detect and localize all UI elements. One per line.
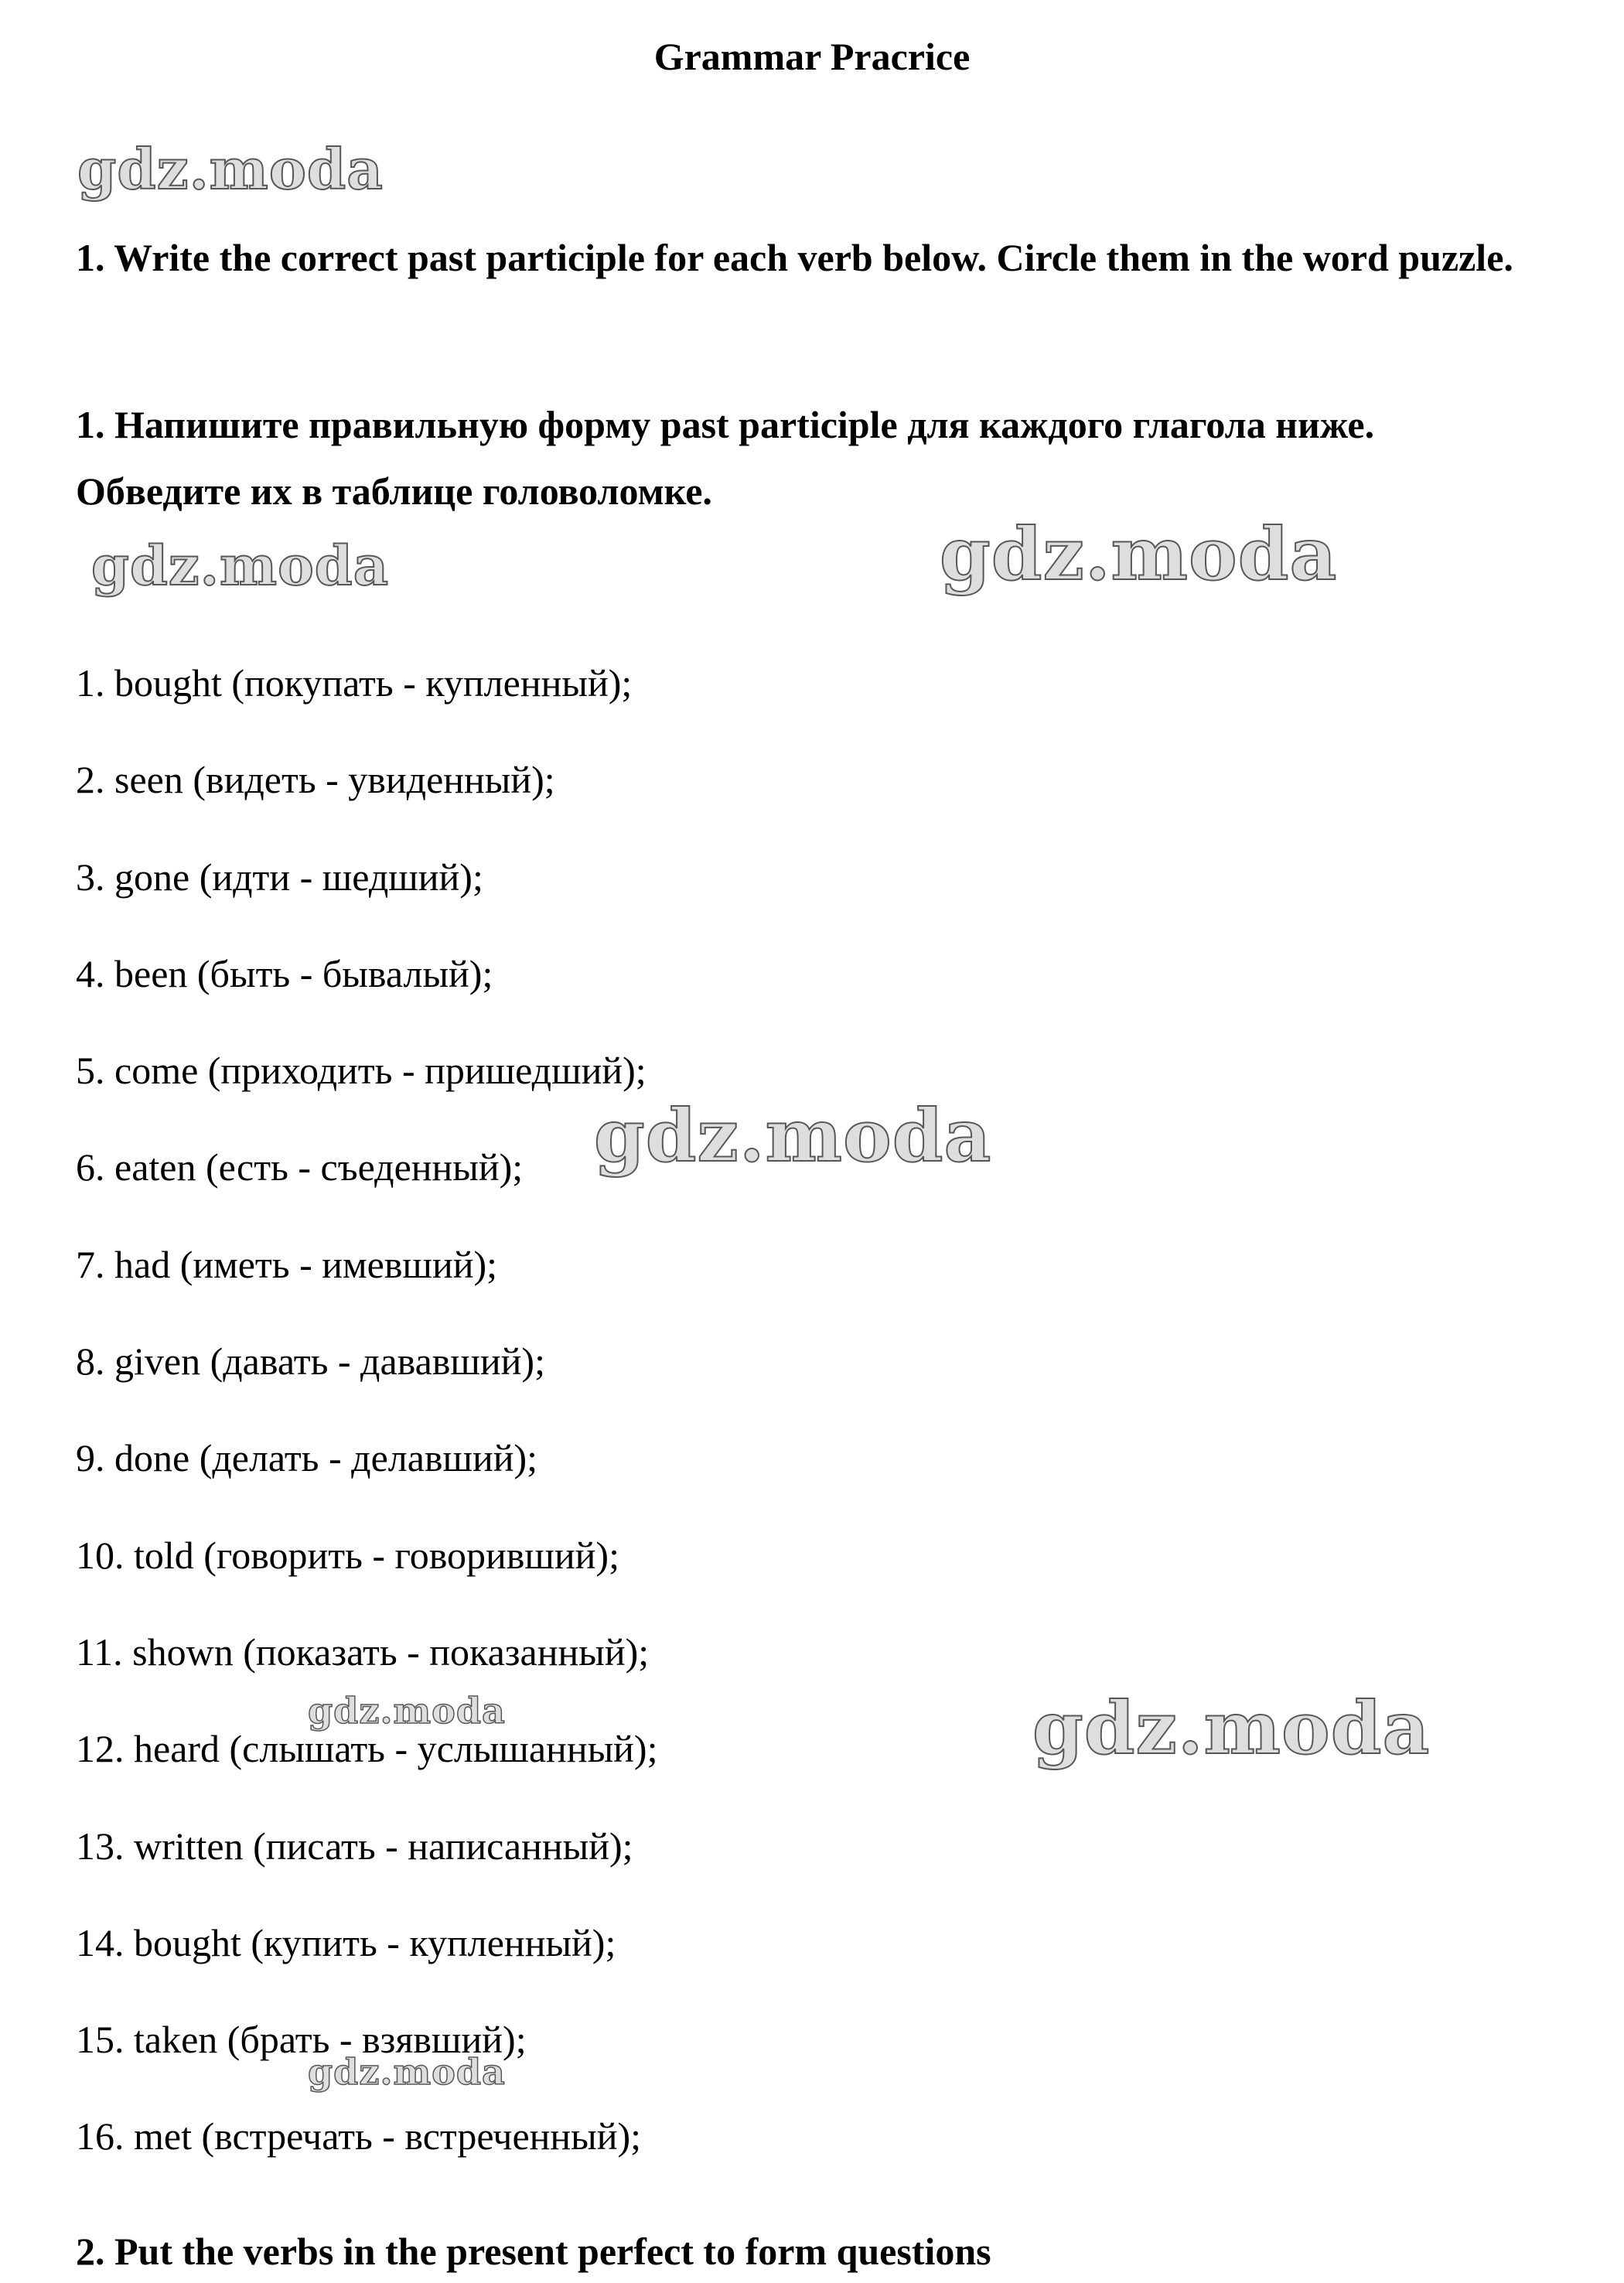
answer-item: 14. bought (купить - купленный);: [76, 1920, 616, 1964]
answer-item: 4. been (быть - бывалый);: [76, 951, 493, 995]
watermark-logo: gdz.moda: [1032, 1686, 1431, 1771]
answer-item: 3. gone (идти - шедший);: [76, 855, 483, 899]
answer-item: 7. had (иметь - имевший);: [76, 1242, 497, 1286]
answer-item: 6. eaten (есть - съеденный);: [76, 1145, 524, 1189]
answer-item: 8. given (давать - дававший);: [76, 1339, 545, 1384]
next-task-heading-cutoff: 2. Put the verbs in the present perfect to form questions: [76, 2230, 991, 2273]
watermark-logo: gdz.moda: [77, 136, 384, 202]
watermark-logo: gdz.moda: [940, 512, 1338, 597]
answer-item: 1. bought (покупать - купленный);: [76, 661, 633, 705]
task-instruction-en: 1. Write the correct past participle for each verb below. Circle them in the word puzzle.: [76, 236, 1513, 279]
watermark-logo: gdz.moda: [594, 1094, 992, 1179]
task-instruction-ru: 1. Напишите правильную форму past participle для каждого глагола ниже. Обведите их в таблице головоломке.: [76, 403, 1375, 513]
answer-item: 13. written (писать - написанный);: [76, 1824, 633, 1868]
page-title: Grammar Pracrice: [653, 35, 971, 78]
answer-item: 16. met (встречать - встреченный);: [76, 2114, 642, 2158]
answer-item: 10. told (говорить - говоривший);: [76, 1533, 619, 1577]
answer-list: [76, 651, 657, 2202]
watermark-logo: gdz.moda: [308, 1690, 506, 1732]
answer-item: 11. shown (показать - показанный);: [76, 1629, 650, 1674]
watermark-logo: gdz.moda: [91, 534, 390, 598]
answer-item: 15. taken (брать - взявший);: [76, 2018, 527, 2062]
answer-item: 2. seen (видеть - увиденный);: [76, 758, 555, 802]
answer-item: 12. heard (слышать - услышанный);: [76, 1727, 658, 1771]
watermark-logo: gdz.moda: [308, 2051, 506, 2093]
answer-item: 5. come (приходить - пришедший);: [76, 1049, 647, 1093]
answer-item: 9. done (делать - делавший);: [76, 1436, 538, 1480]
